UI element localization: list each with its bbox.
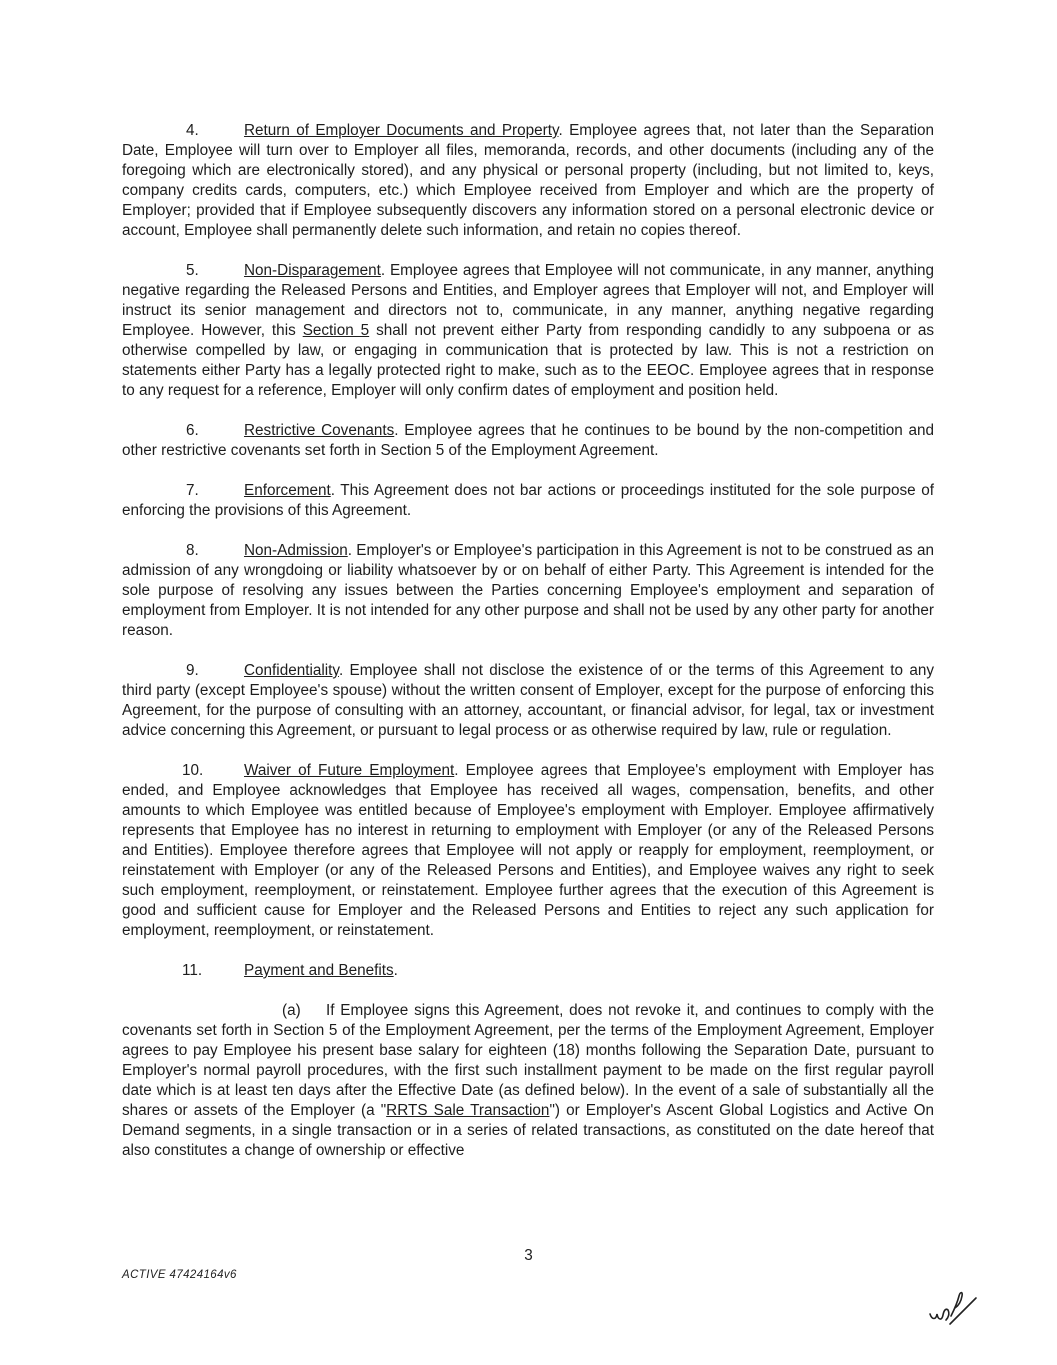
section-number: 5. — [186, 262, 199, 279]
section-7 — [122, 481, 934, 521]
section-heading: Payment and Benefits — [244, 962, 394, 979]
subsection-a — [122, 1001, 934, 1161]
section-reference: Section 5 — [302, 322, 370, 339]
section-9 — [122, 661, 934, 741]
subsection-letter: (a) — [282, 1002, 301, 1019]
section-heading: Non-Admission — [244, 542, 348, 559]
section-4 — [122, 121, 934, 241]
section-text: . Employee agrees that, not later than the Separation Date, Employee will turn over to Employer all files, memoranda, records, and other documents (including any of the foregoing which are electronically stored), and any physical or personal property (including, but not limited to, keys, company credits cards, computers, etc.) which Employee received from Employer and which are the property of Employer; provided that if Employee subsequently discovers any information stored on a personal electronic device or account, Employee shall permanently delete such information, and retain no copies thereof. — [122, 122, 935, 239]
document-body — [122, 121, 934, 1181]
section-text: . This Agreement does not bar actions or proceedings instituted for the sole purpose of enforcing the provisions of this Agreement. — [122, 482, 934, 519]
section-number: 6. — [186, 422, 199, 439]
section-text: . Employee agrees that Employee will not communicate, in any manner, anything negative regarding the Released Persons and Entities, and Employer agrees that Employer will not, and Employer will instruct its senior management and directors not to, communicate, in any manner, anything negative regarding Employee. However, this — [122, 262, 934, 339]
section-heading: Confidentiality — [244, 662, 339, 679]
section-heading: Return of Employer Documents and Property — [244, 122, 559, 139]
section-number: 8. — [186, 542, 199, 559]
section-heading: Restrictive Covenants — [244, 422, 395, 439]
subsection-text: If Employee signs this Agreement, does not revoke it, and continues to comply with the covenants set forth in Section 5 of the Employment Agreement, per the terms of the Employment Agreement, Employer agrees to pay Employee his present base salary for eighteen (18) months following the Separation Date, pursuant to Employer's normal payroll procedures, with the first such installment payment to be made on the first regular payroll date which is at least ten days after the Effective Date (as defined below). In the event of a sale of substantially all the shares or assets of the Employer (a " — [122, 1002, 934, 1119]
section-11 — [122, 961, 934, 981]
page-number: 3 — [524, 1247, 533, 1264]
section-text: . — [393, 962, 398, 979]
section-8 — [122, 541, 934, 641]
section-text: . Employee agrees that Employee's employment with Employer has ended, and Employee acknowledges that Employee has received all wages, compensation, benefits, and other amounts to which Employee was entitled because of Employee's employment with Employer. Employee affirmatively represents that Employee has no interest in returning to employment with Employer (or any of the Released Persons and Entities). Employee therefore agrees that Employee will not apply or reapply for employment, reemployment, or reinstatement with Employer (or any of the Released Persons and Entities), and Employee waives any right to seek such employment, reemployment, or reinstatement. Employee further agrees that the execution of this Agreement is good and sufficient cause for Employer and the Released Persons and Entities to reject any such application for employment, reemployment, or reinstatement. — [122, 762, 934, 939]
section-number: 4. — [186, 122, 199, 139]
defined-term: RRTS Sale Transaction — [386, 1102, 550, 1119]
section-text: . Employee agrees that he continues to be bound by the non-competition and other restrictive covenants set forth in Section 5 of the Employment Agreement. — [122, 422, 934, 459]
section-5 — [122, 261, 934, 401]
subsection-text-continued: ") or Employer's Ascent Global Logistics and Active On Demand segments, in a single transaction or in a series of related transactions, as constituted on the date hereof that also constitutes a change of ownership or effective — [122, 1102, 934, 1159]
section-6 — [122, 421, 934, 461]
section-text: . Employee shall not disclose the existence of or the terms of this Agreement to any third party (except Employee's spouse) without the written consent of Employer, except for the purpose of enforcing this Agreement, for the purpose of consulting with an attorney, accountant, or financial advisor, for legal, tax or investment advice concerning this Agreement, or pursuant to legal process or as otherwise required by law, rule or regulation. — [122, 662, 934, 739]
section-text-continued: shall not prevent either Party from responding candidly to any subpoena or as otherwise compelled by law, or engaging in communication that is protected by law. This is not a restriction on statements either Party has a legally protected right to make, such as to the EEOC. Employee agrees that in response to any request for a reference, Employer will only confirm dates of employment and position held. — [122, 322, 934, 399]
section-text: . Employer's or Employee's participation in this Agreement is not to be construed as an admission of any wrongdoing or liability whatsoever by or on behalf of either Party. This Agreement is intended for the sole purpose of resolving any issues between the Parties concerning Employee's employment and separation of employment from Employer. It is not intended for any other purpose and shall not be used by any other party for another reason. — [122, 542, 934, 639]
section-number: 10. — [182, 762, 204, 779]
section-heading: Enforcement — [244, 482, 331, 499]
section-heading: Waiver of Future Employment — [244, 762, 455, 779]
section-number: 7. — [186, 482, 199, 499]
section-number: 9. — [186, 662, 199, 679]
handwritten-initials — [924, 1280, 980, 1330]
section-number: 11. — [182, 962, 203, 979]
section-10 — [122, 761, 934, 941]
section-heading: Non-Disparagement — [244, 262, 381, 279]
document-id: ACTIVE 47424164v6 — [122, 1269, 237, 1281]
